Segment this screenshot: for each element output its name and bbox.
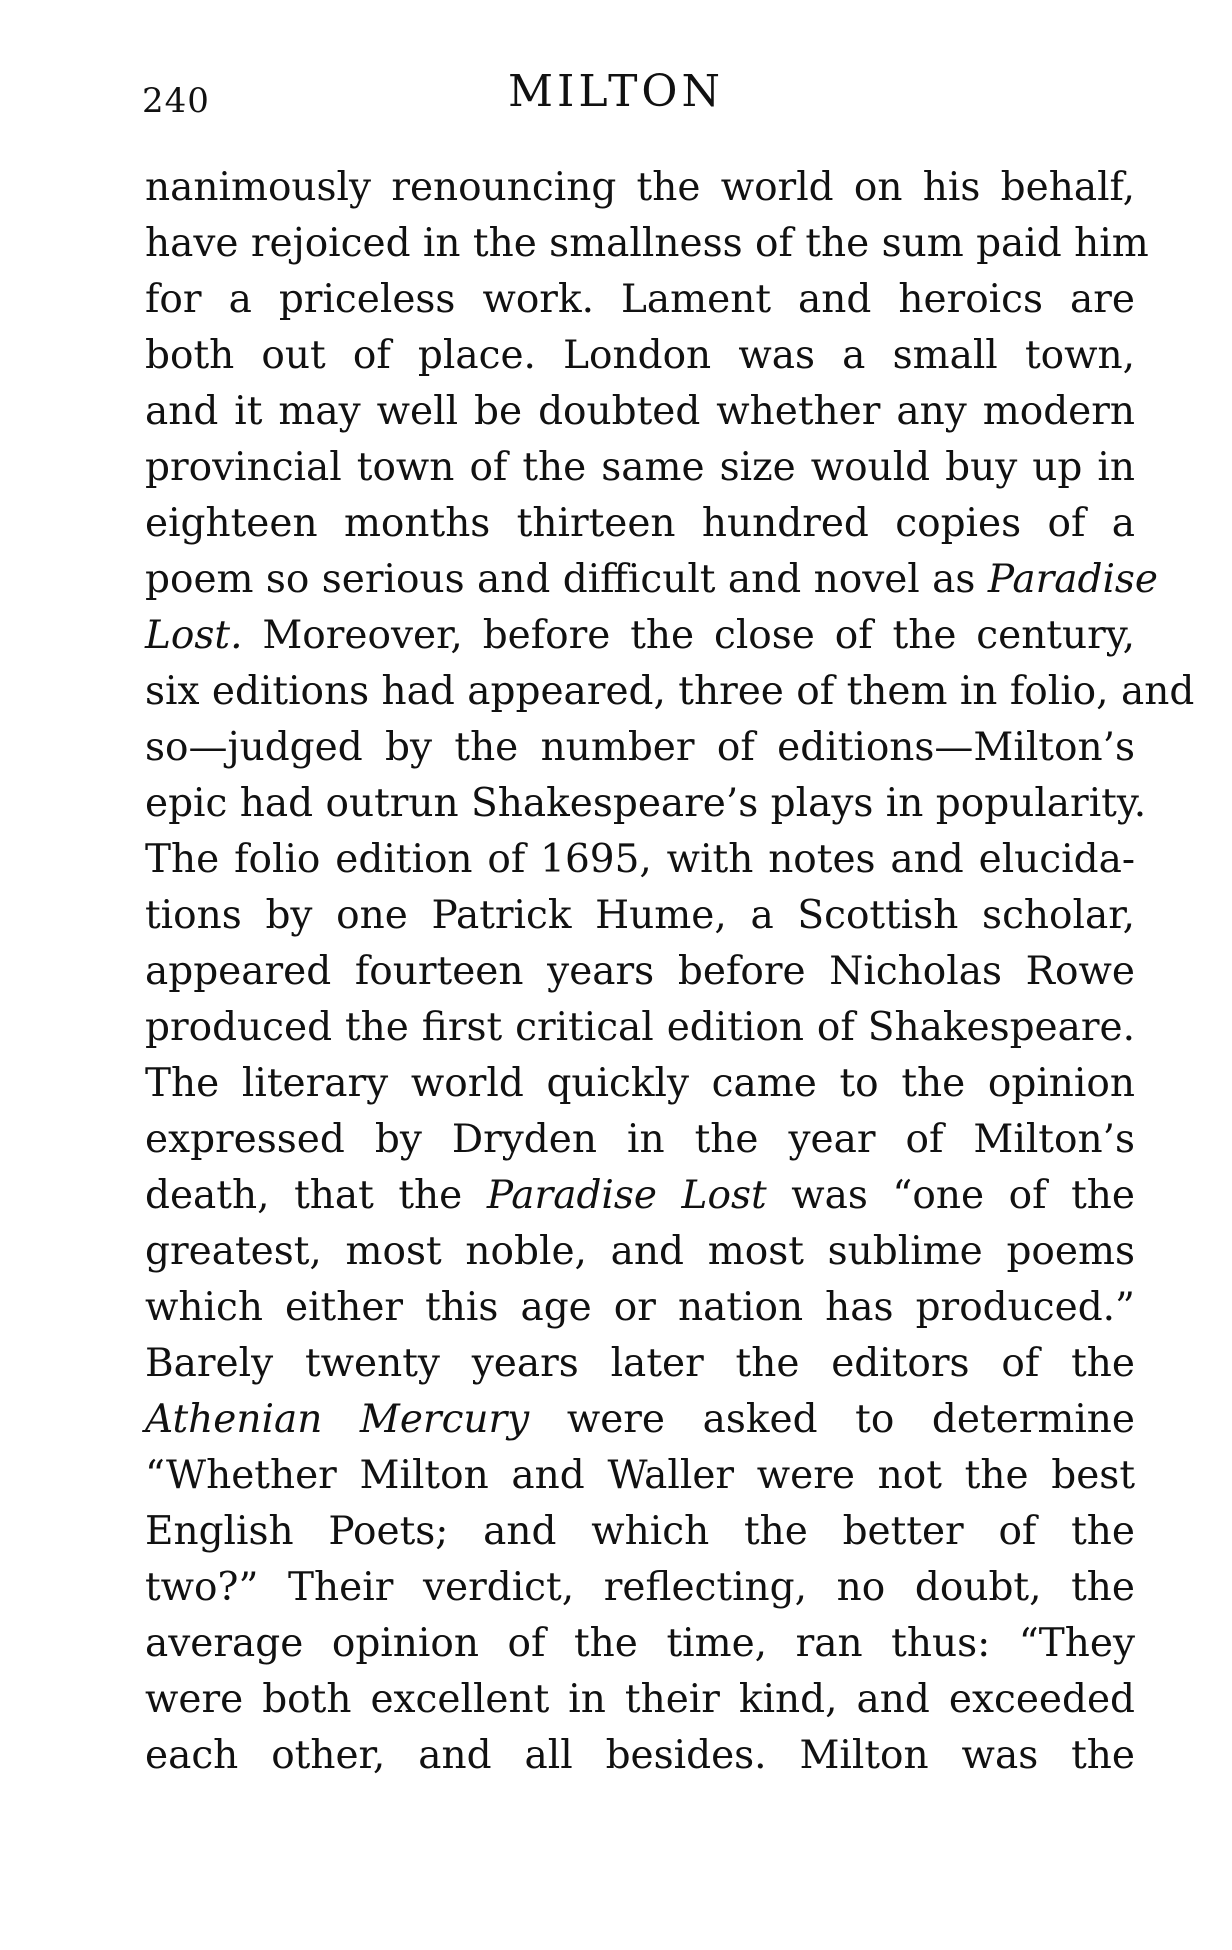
text-line	[145, 1000, 1135, 1056]
text-run: appeared fourteen years before Nicholas Rowe	[145, 949, 1135, 994]
text-run: two?” Their verdict, reflecting, no doubt, the	[145, 1565, 1135, 1610]
text-run: tions by one Patrick Hume, a Scottish scholar,	[145, 893, 1135, 938]
text-run: The folio edition of 1695, with notes and elucida-	[145, 837, 1135, 882]
text-run: each other, and all besides. Milton was the	[145, 1733, 1135, 1778]
text-line	[145, 216, 1149, 272]
text-line	[145, 440, 1135, 496]
text-run: death, that the	[145, 1173, 487, 1218]
italic-text: Lost.	[145, 613, 243, 658]
text-run: expressed by Dryden in the year of Milton’s	[145, 1117, 1135, 1162]
text-run: provincial town of the same size would buy up in	[145, 445, 1135, 490]
text-line	[145, 1504, 1135, 1560]
text-run: was “one of the	[766, 1173, 1135, 1218]
text-run: nanimously renouncing the world on his behalf,	[145, 165, 1135, 210]
italic-text: Paradise Lost	[486, 1173, 767, 1218]
text-run: six editions had appeared, three of them in folio, and	[145, 669, 1195, 714]
text-line	[145, 1616, 1135, 1672]
running-title: MILTON	[508, 66, 724, 117]
text-run: epic had outrun Shakespeare’s plays in popularity.	[145, 781, 1147, 826]
text-line	[145, 1448, 1135, 1504]
text-run: Barely twenty years later the editors of the	[145, 1341, 1135, 1386]
text-line	[145, 1560, 1135, 1616]
text-run: Moreover, before the close of the century,	[242, 613, 1135, 658]
body-text	[145, 160, 1195, 1784]
text-line	[145, 160, 1135, 216]
text-line	[145, 1056, 1135, 1112]
text-line	[145, 776, 1147, 832]
text-line	[145, 328, 1135, 384]
text-line	[145, 1112, 1135, 1168]
text-run: poem so serious and difficult and novel as	[145, 557, 988, 602]
text-run: which either this age or nation has produced.”	[145, 1285, 1135, 1330]
text-line	[145, 552, 1159, 608]
text-run: for a priceless work. Lament and heroics are	[145, 277, 1135, 322]
text-run: greatest, most noble, and most sublime poems	[145, 1229, 1135, 1274]
page-number: 240	[142, 81, 210, 121]
text-line	[145, 1336, 1135, 1392]
text-run: both out of place. London was a small town,	[145, 333, 1135, 378]
text-run: “Whether Milton and Waller were not the best	[145, 1453, 1135, 1498]
text-run: eighteen months thirteen hundred copies of a	[145, 501, 1135, 546]
text-line	[145, 1392, 1135, 1448]
text-run: The literary world quickly came to the opinion	[145, 1061, 1135, 1106]
text-line	[145, 1728, 1135, 1784]
text-line	[145, 664, 1195, 720]
text-line	[145, 272, 1135, 328]
text-line	[145, 608, 1135, 664]
text-run: produced the first critical edition of Shakespeare.	[145, 1005, 1135, 1050]
text-run: and it may well be doubted whether any modern	[145, 389, 1135, 434]
text-run: average opinion of the time, ran thus: “They	[145, 1621, 1135, 1666]
text-run: have rejoiced in the smallness of the sum paid him	[145, 221, 1149, 266]
text-line	[145, 496, 1135, 552]
text-line	[145, 832, 1135, 888]
text-run: were asked to determine	[529, 1397, 1136, 1442]
text-line	[145, 720, 1135, 776]
text-line	[145, 1672, 1135, 1728]
text-line	[145, 944, 1135, 1000]
text-run: were both excellent in their kind, and exceeded	[145, 1677, 1135, 1722]
text-line	[145, 1168, 1135, 1224]
text-line	[145, 384, 1135, 440]
italic-text: Athenian Mercury	[145, 1397, 530, 1442]
text-run: English Poets; and which the better of the	[145, 1509, 1135, 1554]
text-line	[145, 1224, 1135, 1280]
text-line	[145, 1280, 1135, 1336]
italic-text: Paradise	[987, 557, 1159, 602]
text-run: so—judged by the number of editions—Milton’s	[145, 725, 1135, 770]
text-line	[145, 888, 1135, 944]
